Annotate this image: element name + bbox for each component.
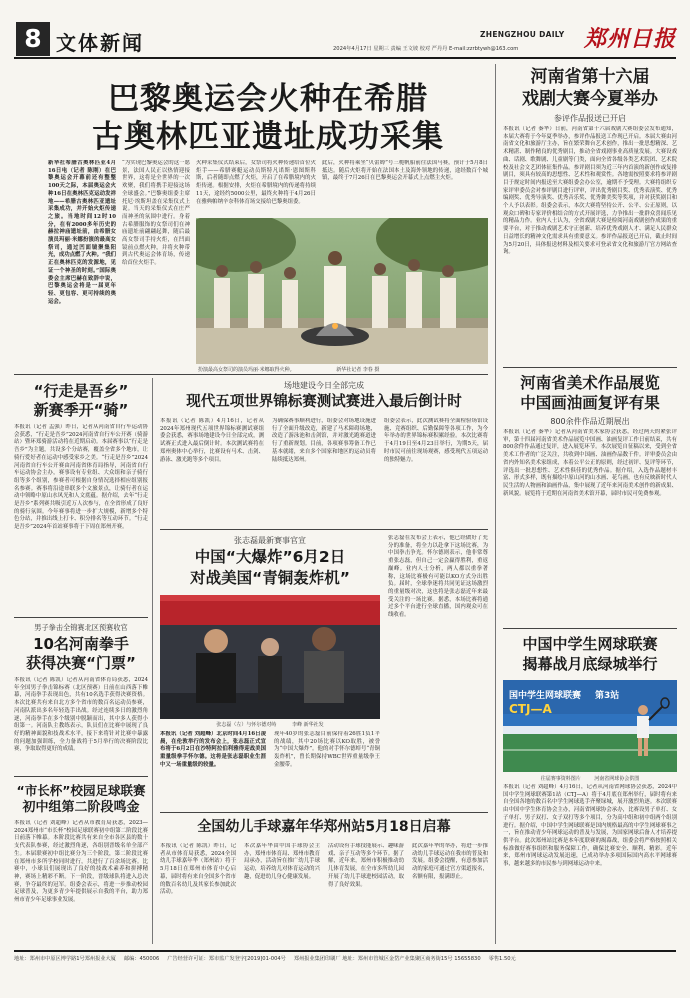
handball-col-1: 本报讯（记者 陈凯）昨日，记者从市体育局获悉，2024全国幼儿手球嘉年华（郑州站）将于5月18日在郑州市体育中心启幕，届时将有来自全国多个省市的数百名幼儿及其家长参加此次活动。 xyxy=(160,843,236,896)
footer-printer: 郑州报业集团印刷厂 地址：郑州市管城区金岱产业集聚区商务街15号 15655830 xyxy=(293,956,481,962)
tennis-photo xyxy=(503,680,677,772)
art-headline-2: 中国画油画复评有果 xyxy=(520,394,660,412)
football-article xyxy=(14,782,148,944)
cycling-headline-1: “行走是吾乡” xyxy=(33,382,129,400)
handball-col-3: 活动设有手球技能展示、趣味游戏、亲子互动等多个环节。据了解，近年来，郑州市积极推动幼儿体育发展，在全市多所幼儿园开展了幼儿手球进校园活动，取得了良好效果。 xyxy=(328,843,404,888)
boxing-article xyxy=(14,623,148,773)
footer-license: 广告经营许可证：郑市监广发登字[2019]01-004号 xyxy=(167,956,286,962)
paper-logo: 郑州日报 xyxy=(584,26,677,52)
football-headline-2: 初中组第二阶段鸣金 xyxy=(22,800,140,815)
lead-photo-caption xyxy=(198,366,488,373)
pentathlon-kicker: 场地建设今日全部完成 xyxy=(284,381,364,390)
tennis-headline-1: 中国中学生网球联赛 xyxy=(522,635,658,653)
zhang-kicker: 张志磊最新赛事官宣 xyxy=(234,536,306,545)
cycling-article xyxy=(14,382,148,614)
zhang-rule xyxy=(160,812,488,813)
cycling-body: 本报讯（记者 孟强）昨日，记者从河南省自行车运动协会获悉，“行走是吾乡”2024河南省自行车公开赛（骑游站）暨环郑骑游活动将在近期启动。本届赛事以“行走是吾乡”为主题，共设多个分站赛，覆盖全省多个地市，让骑行爱好者在运动中感受家乡之美。“行走是吾乡”2024河南省自行车公开赛由河南省体育局指导，河南省自行车运动协会主办，赛事设有专业组、大众组和亲子骑行组等多个组别，参赛者可根据自身情况选择相应组别报名参赛。赛事将沿途串联多个文旅景点，让骑行者在运动中领略中原山水风光和人文底蕴。据介绍，去年“行走是吾乡”系列赛共吸引近万人次参与，在全省形成了良好的骑行氛围。今年赛事将进一步扩大规模，新增多个特色分站，并推出线上打卡、积分排名等互动环节。“行走是吾乡”2024年首站赛事将于下周在郑州开赛。 xyxy=(14,424,148,531)
lead-col-2: “为实现巴黎奥运会的这一愿景，法国人民正以热情迎接世界，这将是全世界的一次欢聚，我们将携手迎接这场全球盛会。”巴黎奥组委主席托尼·埃斯坦盖在采集仪式上说。当天的采集仪式在庄严而神圣的氛围中进行。身着古希腊服饰的女祭司们在神庙遗址前翩翩起舞，随后最高女祭司手持火炬，在凹面镜前点燃火种，并将火种带到古代奥运会体育场，传递给首位火炬手。 xyxy=(122,160,190,267)
tennis-body: 本报讯（记者 刘超峰）4月16日，记者从河南省网球协会获悉，2024中国中学生网球联赛第1站（CTJ—A）将于4月底在郑州举行，届时将有来自全国各地的数百名中学生网球选手齐聚绿城，展开激烈角逐。本次联赛由中国中学生体育协会主办，河南省网球协会承办，比赛设男子单打、女子单打、男子双打、女子双打等多个项目，分为高中组和初中组两个组别进行。据介绍，中国中学生网球联赛是国内规格最高的中学生网球赛事之一，旨在推动青少年网球运动的普及与发展，为国家网球后备人才培养提供平台。此次郑州站比赛是本年度联赛的揭幕战，组委会将严格按照相关标准做好赛事组织和服务保障工作，确保比赛安全、顺利、精彩。近年来，郑州市网球运动发展迅速，已成功举办多项国际国内高水平网球赛事，越来越多的市民参与到网球运动中来。 xyxy=(503,784,677,868)
lead-headline-2: 古奥林匹亚遗址成功采集 xyxy=(92,119,444,155)
section-title: 文体新闻 xyxy=(56,31,144,55)
lead-photo-caption-text: 扮演最高女祭司的演员玛丽·米娜取得火种。 xyxy=(198,367,295,373)
opera-subtitle: 参评作品报送已开启 xyxy=(554,114,626,123)
opera-article xyxy=(503,66,677,366)
opera-headline-1: 河南省第十六届 xyxy=(530,67,650,87)
pentathlon-headline: 现代五项世界锦标赛测试赛进入最后倒计时 xyxy=(186,394,462,410)
zhang-col-c: 张志磊在发布会上表示，他已经做好了充分的准备，将全力以赴拿下这场比赛，为中国拳击争光。怀尔德则表示，他非常尊重张志磊，但自己一定会赢得胜利，重返巅峰。业内人士分析，两人都以重拳著称，这场比赛极有可能以KO方式分出胜负。届时，全球拳迷将共同见证这场激烈的重量级对决，这也将是张志磊近年来最受关注的一场比赛。据悉，本场比赛将通过多个平台进行全球直播，国内观众可在线收看。 xyxy=(388,535,488,619)
lead-photo-credit: 新华社记者 李春 摄 xyxy=(336,367,380,373)
zhang-headline-2: 对战美国“青铜轰炸机” xyxy=(190,569,350,587)
lead-col-1: 新华社希腊古奥林匹亚4月16日电（记者 陈刚）在巴黎奥运会开幕前还有整整100天之际，本届奥运会火种16日在奥林匹克运动发祥地——希腊古奥林匹亚遗址采集成功，并开始火炬传递之旅。当地时间12时10分，在有2000多年历史的赫拉神庙遗址前，由希腊女演员玛丽·米娜扮演的最高女祭司，通过凹面镜聚集阳光，成功点燃了火种。“我们正在奥林匹克的发源地，见证一个神圣的时刻。”国际奥委会主席巴赫在致辞中说，巴黎奥运会将是一届更年轻、更包容、更可持续的奥运会。 xyxy=(48,160,116,305)
zhang-photo-caption xyxy=(160,721,380,728)
page-number: 8 xyxy=(16,22,50,56)
handball-article xyxy=(160,817,488,945)
lead-photo-scene xyxy=(196,218,488,364)
football-body: 本报讯（记者 刘超峰）记者从市教育局获悉，2023—2024郑州市“市长杯”校园足球联赛初中组第二阶段比赛日前落下帷幕。本阶段比赛共有来自全市各区县的数十支代表队参赛，经过激烈角逐，各组别晋级名单全部产生。本届联赛初中组比赛分为三个阶段，第二阶段比赛在郑州市多所学校同时进行，共进行了百余场比赛。比赛中，小球员们展现出了良好的技战术素养和拼搏精神，赛场上精彩不断。下一阶段，晋级球队将进入总决赛，争夺最终的冠军。组委会表示，将进一步推动校园足球普及，为更多青少年提供展示自我的平台，助力郑州市青少年足球事业发展。 xyxy=(14,820,148,904)
page-header xyxy=(0,0,690,60)
handball-col-2: 本次嘉年华由中国手球协会主办，郑州市体育局、郑州市教育局承办，活动旨在推广幼儿手球运动，培养幼儿对体育运动的兴趣，促进幼儿身心健康发展。 xyxy=(244,843,320,880)
tennis-banner-code: CTJ—A xyxy=(509,702,552,716)
tennis-photo-caption-text: 往届赛事资料图片 xyxy=(540,776,581,782)
cycling-rule xyxy=(14,617,148,618)
pentathlon-col-1: 本报讯（记者 陈凯）4月16日，记者从2024年郑州现代五项世界锦标赛测试赛组委会获悉，赛事场地建设今日全部完成，测试赛正式进入最后倒计时。本次测试赛将在郑州奥体中心举行，比赛设有马术、击剑、游泳、激光跑等多个项目。 xyxy=(160,418,264,463)
left-divider xyxy=(152,378,153,944)
art-article xyxy=(503,373,677,625)
boxing-headline-1: 10名河南拳手 xyxy=(33,635,129,653)
footer xyxy=(14,955,676,962)
opera-rule xyxy=(503,367,677,368)
footer-zip: 邮编：450006 xyxy=(123,956,160,962)
zhang-photo-scene xyxy=(160,595,380,719)
cycling-headline-2: 新赛季开“骑” xyxy=(33,401,129,419)
pentathlon-col-2: 为确保赛事顺利进行，组委会对场地设施进行了全面升级改造，新建了马术障碍场地，改造了游泳池和击剑馆，并对激光跑赛道进行了重新规划。目前，各项赛事筹备工作已基本就绪，来自多个国家和地区的运动员将陆续抵达郑州。 xyxy=(272,418,376,463)
zhang-photo-caption-text: 张志磊（左）与怀尔德对峙 xyxy=(216,722,277,728)
art-body: 本报讯（记者 秦华）记者从河南省美术家协会获悉，经过两天的紧张评审，第十四届河南省美术作品展览中国画、油画复评工作日前结束，共有800余件作品通过复评，进入展览环节。本次展览自征稿以来，受到全省美术工作者的广泛关注，共收到中国画、油画作品数千件。评审委员会由省内外知名美术家组成，本着公平公正的原则，经过初评、复评等环节，评选出一批思想性、艺术性俱佳的优秀作品。据介绍，入选作品题材丰富、形式多样，既有描绘中原山河的山水画、花鸟画，也有反映新时代人民生活的人物画和油画作品，集中展现了近年来河南美术创作的新成果、新风貌。展览将于近期在河南省美术馆开幕，届时市民可免费参观。 xyxy=(503,429,677,497)
lead-col-3: 火种采集仪式结束后，女祭司将火种传递给首位火炬手——希腊赛艇运动员斯特凡诺斯·恩图斯科斯，后者随即点燃了火炬，开启了在希腊境内的火炬传递。根据安排，火炬在希腊境内的传递将持续11天，途经约5000公里，最终火种将于4月26日在雅典帕纳辛奈科体育场交接给巴黎奥组委。 xyxy=(196,160,316,205)
handball-col-4: 此次嘉年华的举办，将进一步推动幼儿手球运动在我市的普及和发展。组委会提醒，有意参加活动的家庭可通过官方渠道报名，名额有限，报满即止。 xyxy=(412,843,488,880)
tennis-article xyxy=(503,634,677,944)
lead-article xyxy=(48,66,488,372)
paper-en: ZHENGZHOU DAILY xyxy=(480,30,565,39)
lead-rule xyxy=(14,374,488,375)
zhang-photo xyxy=(160,595,380,719)
opera-body: 本报讯（记者 秦华）日前，河南省第十六届戏剧大赛组委会发布通知，本届大赛将于今年夏季举办，参评作品报送工作现已开启。本届大赛由河南省文化和旅游厅主办，旨在繁荣舞台艺术创作，推出一批思想精深、艺术精湛、制作精良的优秀剧目，推动全省戏剧事业高质量发展。大赛设戏曲、话剧、歌舞剧、儿童剧等门类，面向全省各级各类艺术院团、艺术院校及社会文艺团体征集作品。参评剧目须为近三年内首演的新创作或复排剧目，须具有较高的思想性、艺术性和观赏性。各地需按照要求将参评剧目于规定时间内报送至大赛组委会办公室，逾期不予受理。大赛将组织专家评审委员会对参评剧目进行评审，评出优秀剧目奖、优秀表演奖、优秀编剧奖、优秀导演奖、优秀音乐奖、优秀舞美奖等奖项，并对获奖剧目和个人予以表彰。组委会表示，本次大赛将坚持公开、公平、公正原则，以观众口碑和专家评价相结合的方式开展评选，力争推出一批群众喜闻乐见的精品力作。业内人士认为，全省戏剧大赛是检阅河南戏剧创作成果的重要平台，对于推动戏剧艺术守正创新、培养优秀戏剧人才、满足人民群众日益增长的精神文化需求具有重要意义。参评作品报送已开启，截止时间为5月20日，具体报送材料及相关要求可登录省文化和旅游厅官方网站查询。 xyxy=(503,126,677,256)
footer-price: 零售1.50元 xyxy=(488,956,516,962)
zhang-article xyxy=(160,535,488,809)
art-subtitle: 800余件作品近期展出 xyxy=(550,417,630,426)
footer-address: 地址：郑州市中原区博学路1号郑州报业大厦 xyxy=(14,956,116,962)
tennis-banner-station: 第3站 xyxy=(595,691,620,701)
lead-photo xyxy=(196,218,488,364)
tennis-headline-2: 揭幕战月底绿城举行 xyxy=(522,655,658,673)
boxing-headline-2: 获得决赛“门票” xyxy=(26,654,136,672)
pentathlon-col-3: 组委会表示，此次测试赛将全面检验场馆设施、竞赛组织、后勤保障等各项工作，为今年举办的世界锦标赛积累经验。本次比赛将于4月19日至4月23日举行，为期5天，届时市民可前往现场观赛，感受现代五项运动的独特魅力。 xyxy=(384,418,488,463)
opera-headline-2: 戏剧大赛今夏举办 xyxy=(522,89,658,109)
right-divider xyxy=(495,64,496,944)
boxing-body: 本报讯（记者 陈凯）记者从河南省体育局获悉，2024年全国男子拳击锦标赛（北区预赛）日前在山西落下帷幕，河南拳手表现出色，共有10名选手获得决赛资格。本次比赛共有来自北方多个省市的数百名运动员参赛，河南队派出多名年轻选手出战。经过连续多日的激烈角逐，河南拳手在多个级别中脱颖而出，其中多人获得小组第一。河南队主教练表示，队员们在比赛中展现了良好的精神面貌和技战术水平，接下来将针对比赛中暴露的问题加强训练，全力备战将于5月举行的决赛阶段比赛，争取取得更好的成绩。 xyxy=(14,677,148,753)
pentathlon-rule xyxy=(160,529,488,530)
boxing-kicker: 男子拳击全锦赛北区预赛收官 xyxy=(34,623,128,632)
zhang-photo-credit: 李峰 新华社发 xyxy=(292,722,324,728)
art-headline-1: 河南省美术作品展览 xyxy=(520,374,660,392)
footer-rule xyxy=(14,950,676,952)
tennis-photo-caption xyxy=(503,775,677,782)
pentathlon-article xyxy=(160,380,488,526)
lead-headline-1: 巴黎奥运会火种在希腊 xyxy=(108,81,428,117)
tennis-photo-credit: 河南省网球协会供图 xyxy=(594,776,640,782)
football-headline-1: “市长杯”校园足球联赛 xyxy=(16,783,146,798)
lead-col-4: 此后，火种将乘坐“贝蕾姆”号三桅帆船前往法国马赛，预计于5月8日抵达。随后火炬将开始在法国本土及海外领地的传递，途经数百个城镇，最终于7月26日在巴黎奥运会开幕式上点燃主火炬。 xyxy=(322,160,488,182)
header-rule xyxy=(14,57,676,59)
date-line: 2024年4月17日 星期三 责编 王文坡 校对 严丹丹 E-mail:zzrbtywh@163.com xyxy=(333,46,519,52)
zhang-col-b: 现年40岁的张志磊目前保持着26胜1负1平的战绩，其中20场比赛以KO取胜，被誉为“中国大爆炸”。他的对手怀尔德绰号“青铜轰炸机”，曾长期保持WBC世界重量级拳王金腰带。 xyxy=(274,731,380,768)
art-rule xyxy=(503,628,677,629)
zhang-col-a: 本报讯（记者 刘超峰）北京时间4月16日凌晨，在伦敦举行的发布会上，张志磊正式宣布将于6月2日在沙特阿拉伯利雅得迎战美国重量级拳手怀尔德。这将是张志磊职业生涯中又一场重量级的较量。 xyxy=(160,731,266,768)
zhang-headline-1: 中国“大爆炸”6月2日 xyxy=(194,548,346,566)
tennis-banner: 国中学生网球联赛 xyxy=(509,691,582,701)
boxing-rule xyxy=(14,776,148,777)
handball-headline: 全国幼儿手球嘉年华郑州站5月18日启幕 xyxy=(197,819,451,835)
